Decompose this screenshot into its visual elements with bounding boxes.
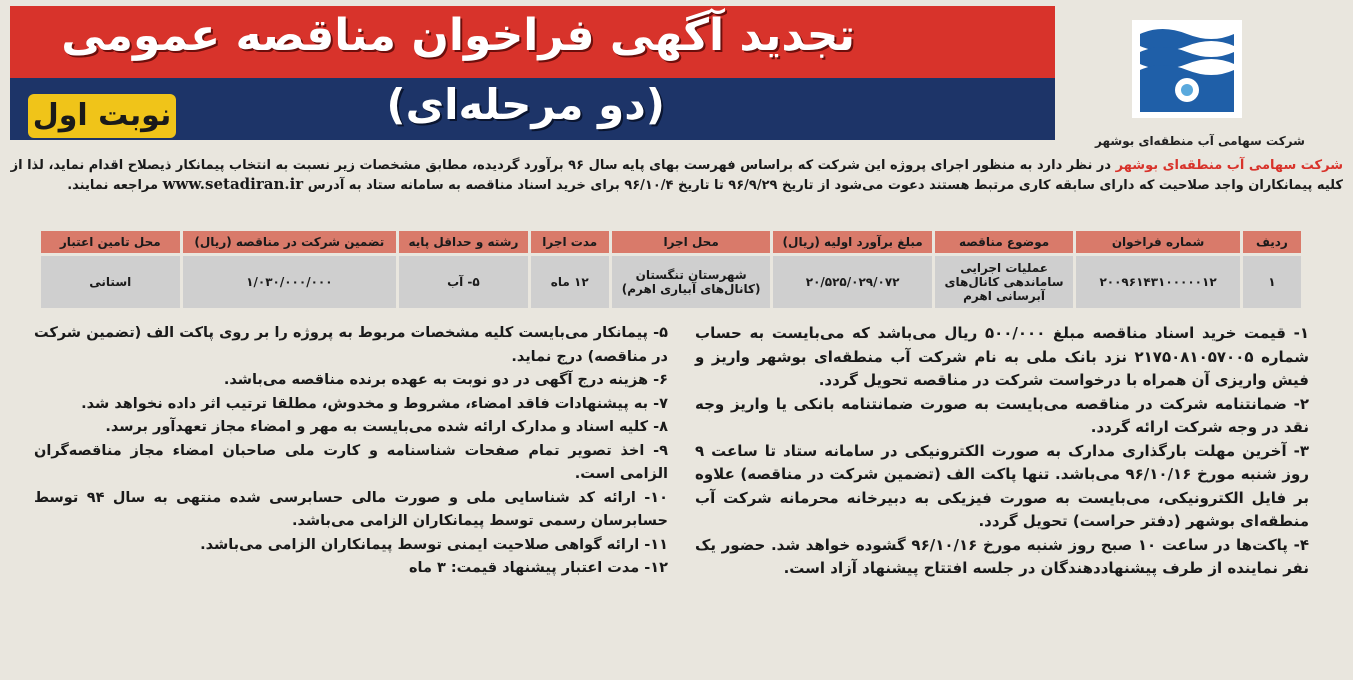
- condition-item: ۲- ضمانتنامه شرکت در مناقصه می‌بایست به صورت ضمانتنامه بانکی یا واریز وجه نقد در وجه شرکت ارائه گردد.: [695, 394, 1309, 436]
- cell-duration: ۱۲ ماه: [531, 256, 609, 308]
- table-header: محل اجرا: [612, 231, 771, 253]
- intro-suffix: مراجعه نمایند.: [67, 178, 163, 193]
- title-banner: [10, 6, 1055, 78]
- website-link[interactable]: www.setadiran.ir: [162, 175, 304, 193]
- condition-item: ۷- به پیشنهادات فاقد امضاء، مشروط و مخدوش، مطلقا ترتیب اثر داده نخواهد شد.: [81, 395, 668, 412]
- table-header: محل تامین اعتبار: [41, 231, 180, 253]
- condition-item: ۵- پیمانکار می‌بایست کلیه مشخصات مربوط به پروژه را بر روی پاکت الف (تضمین شرکت در مناقصه) درج نماید.: [34, 325, 668, 365]
- cell-funding: استانی: [41, 256, 180, 308]
- table-header: ردیف: [1243, 231, 1301, 253]
- cell-call-number: ۲۰۰۹۶۱۴۳۱۰۰۰۰۰۱۲: [1076, 256, 1240, 308]
- condition-item: ۱۰- ارائه کد شناسایی ملی و صورت مالی حسابرسی شده منتهی به سال ۹۴ توسط حسابرسان رسمی توسط پیمانکاران الزامی می‌باشد.: [34, 489, 668, 529]
- cell-estimate: ۲۰/۵۲۵/۰۲۹/۰۷۲: [773, 256, 932, 308]
- water-company-logo-icon: [1132, 20, 1242, 118]
- condition-item: ۳- آخرین مهلت بارگذاری مدارک به صورت الکترونیکی در سامانه ستاد تا ساعت ۹ روز شنبه مورخ ۹۶/۱۰/۱۶ می‌باشد. تنها پاکت الف (تضمین شرکت در مناقصه) علاوه بر فایل الکترونیکی، می‌بایست به صورت فیزیکی به دبیرخانه محرمانه شرکت آب منطقه‌ای بوشهر (دفتر حراست) تحویل گردد.: [695, 441, 1309, 530]
- table-header: شماره فراخوان: [1076, 231, 1240, 253]
- condition-item: ۸- کلیه اسناد و مدارک ارائه شده می‌بایست به مهر و امضاء مجاز تعهدآور برسد.: [105, 419, 668, 435]
- company-name: شرکت سهامی آب منطقه‌ای بوشهر: [1095, 134, 1305, 148]
- intro-paragraph: [10, 156, 1343, 195]
- intro-company: شرکت سهامی آب منطقه‌ای بوشهر: [1115, 158, 1343, 173]
- intro-text: در نظر دارد به منظور اجرای پروژه این شرکت که براساس فهرست بهای پایه سال ۹۶ برآورد گردیده، مطابق مشخصات زیر نسبت به انتخاب پیمانکار ذیصلاح اقدام نماید، لذا از کلیه پیمانکاران واجد صلاحیت که دارای سابقه کاری مرتبط هستند دعوت می‌شود از تاریخ ۹۶/۹/۲۹ تا تاریخ ۹۶/۱۰/۴ برای خرید اسناد مناقصه به سامانه ستاد به آدرس: [10, 158, 1343, 193]
- table-header: موضوع مناقصه: [935, 231, 1073, 253]
- condition-item: ۶- هزینه درج آگهی در دو نوبت به عهده برنده مناقصه می‌باشد.: [223, 372, 668, 388]
- cell-location: شهرستان تنگستان (کانال‌های آبیاری اهرم): [612, 256, 771, 308]
- condition-item: ۱- قیمت خرید اسناد مناقصه مبلغ ۵۰۰/۰۰۰ ریال می‌باشد که می‌بایست به حساب شماره ۲۱۷۵۰۸۱۰۵۷۰۰۵ نزد بانک ملی به نام شرکت آب منطقه‌ای بوشهر واریز و فیش واریزی آن همراه با درخواست شرکت در مناقصه تحویل گردد.: [695, 324, 1309, 389]
- condition-item: ۹- اخذ تصویر تمام صفحات شناسنامه و کارت ملی صاحبان امضاء مجاز مناقصه‌گران الزامی است.: [34, 442, 668, 482]
- conditions-right-column: [695, 322, 1309, 581]
- table-header-row: [41, 231, 1301, 253]
- tender-table: [38, 228, 1304, 311]
- publication-badge: نوبت اول: [28, 94, 176, 138]
- company-logo: [1075, 6, 1345, 156]
- table-header: مبلغ برآورد اولیه (ریال): [773, 231, 932, 253]
- cell-subject: عملیات اجرایی ساماندهی کانال‌های آبرسانی اهرم: [935, 256, 1073, 308]
- cell-guarantee: ۱/۰۳۰/۰۰۰/۰۰۰: [183, 256, 397, 308]
- cell-grade: ۵- آب: [399, 256, 527, 308]
- notice-title: تجدید آگهی فراخوان مناقصه عمومی: [61, 10, 855, 61]
- condition-item: ۴- پاکت‌ها در ساعت ۱۰ صبح روز شنبه مورخ ۹۶/۱۰/۱۶ گشوده خواهد شد. حضور یک نفر نماینده از طرف پیشنهاددهندگان در جلسه افتتاح پیشنهاد آزاد است.: [695, 535, 1309, 577]
- table-row: [41, 256, 1301, 308]
- notice-subtitle: (دو مرحله‌ای): [386, 80, 665, 129]
- conditions-left-column: [34, 322, 668, 581]
- table-header: رشته و حداقل پایه: [399, 231, 527, 253]
- table-header: تضمین شرکت در مناقصه (ریال): [183, 231, 397, 253]
- cell-row-number: ۱: [1243, 256, 1301, 308]
- condition-item: ۱۱- ارائه گواهی صلاحیت ایمنی توسط پیمانکاران الزامی می‌باشد.: [200, 536, 668, 553]
- table-header: مدت اجرا: [531, 231, 609, 253]
- condition-item: ۱۲- مدت اعتبار پیشنهاد قیمت: ۳ ماه: [408, 560, 668, 576]
